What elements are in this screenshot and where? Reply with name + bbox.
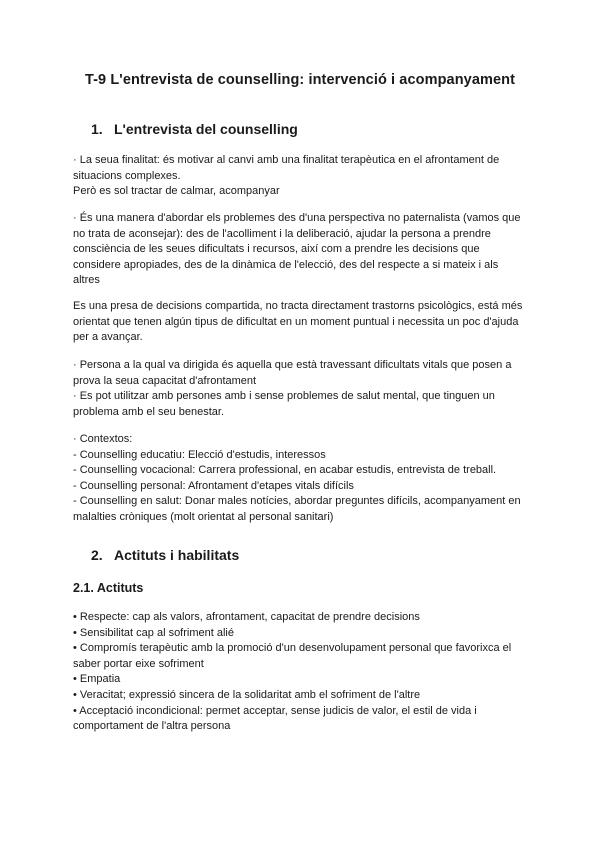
text-line: · Persona a la qual va dirigida és aquella que està travessant dificultats vitals que posen a (73, 359, 512, 371)
text-line: · Es pot utilitzar amb persones amb i sense problemes de salut mental, que tinguen un (73, 390, 495, 403)
list-item: • Empatia (73, 673, 121, 686)
list-item: • Compromís terapèutic amb la promoció d'un desenvolupament personal que favorixca el (73, 642, 512, 655)
text-line: problema amb el seu benestar. (73, 405, 225, 418)
text-line: · És una manera d'abordar els problemes des d'una perspectiva no paternalista (vamos que (73, 212, 521, 224)
list-item-continuation: comportament de l'altra persona (73, 720, 231, 733)
text-line: - Counselling en salut: Donar males notícies, abordar preguntes difícils, acompanyament en (73, 495, 521, 508)
document-title: T-9 L'entrevista de counselling: intervenció i acompanyament (84, 72, 516, 88)
text-line: considere apropiades, des de la dinàmica de l'elecció, des del respecte a si mateix i als (73, 258, 499, 271)
paragraph-actituts-list (73, 610, 538, 735)
text-line: malalties cròniques (molt orientat al personal sanitari) (73, 510, 334, 523)
section-number: 1. (91, 121, 103, 137)
list-item: • Respecte: cap als valors, afrontament, capacitat de prendre decisions (73, 611, 420, 623)
section-heading-1 (91, 121, 298, 137)
text-line: · La seua finalitat: és motivar al canvi amb una finalitat terapèutica en el afrontament de (73, 154, 500, 166)
text-line: per a avançar. (73, 331, 143, 344)
paragraph-presa-decisions (73, 299, 538, 346)
list-item: • Acceptació incondicional: permet acceptar, sense judicis de valor, el estil de vida i (73, 704, 477, 717)
paragraph-manera (73, 211, 538, 289)
text-line: Es una presa de decisions compartida, no tracta directament trastorns psicològics, está més (73, 300, 523, 312)
text-line: orientat que tenen algún tipus de dificultat en un moment puntual i necessita un poc d'ajuda (73, 315, 519, 328)
text-line: - Counselling educatiu: Elecció d'estudis, interessos (73, 448, 326, 461)
text-line: - Counselling personal: Afrontament d'etapes vitals difícils (73, 479, 354, 492)
section-number: 2. (91, 547, 103, 563)
section-title: L'entrevista del counselling (114, 121, 298, 137)
paragraph-finalitat (73, 153, 538, 200)
text-line: situacions complexes. (73, 169, 181, 182)
list-item: • Sensibilitat cap al sofriment alié (73, 626, 234, 639)
text-line: · Contextos: (73, 433, 133, 445)
text-line: consciència de les seues dificultats i recursos, així com a prendre les decisions que (73, 243, 480, 256)
section-heading-2 (91, 547, 239, 563)
paragraph-persona (73, 358, 538, 420)
list-item-continuation: saber portar eixe sofriment (73, 657, 204, 670)
text-line: no trata de aconsejar): des de l'acolliment i la deliberació, ajudar la persona a prendre (73, 227, 491, 240)
paragraph-contextos (73, 432, 538, 526)
subsection-heading-2-1: 2.1. Actituts (73, 581, 144, 595)
section-title: Actituts i habilitats (114, 547, 240, 563)
text-line: altres (73, 274, 100, 287)
text-line: prova la seua capacitat d'afrontament (73, 374, 257, 387)
text-line: Però es sol tractar de calmar, acompanyar (73, 185, 280, 198)
list-item: • Veracitat; expressió sincera de la solidaritat amb el sofriment de l'altre (73, 688, 421, 701)
text-line: - Counselling vocacional: Carrera professional, en acabar estudis, entrevista de treball. (73, 464, 497, 477)
